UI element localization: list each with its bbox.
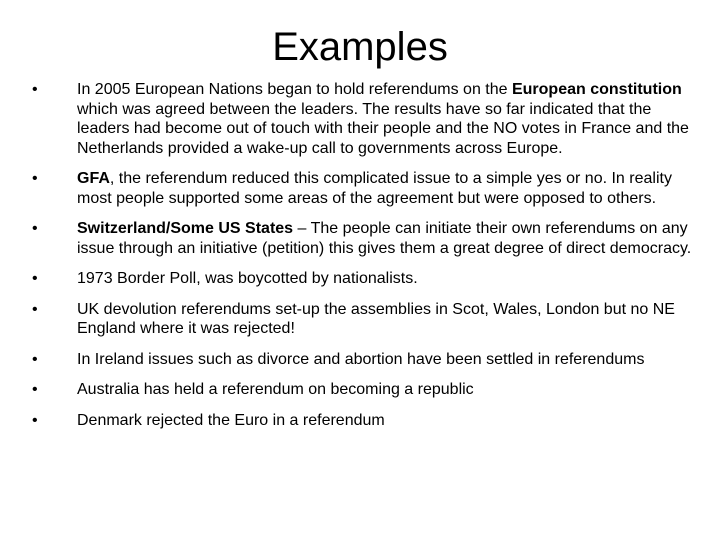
bullet-text: [77, 381, 474, 398]
bullet-text-segment: In Ireland issues such as divorce and abortion have been settled in referendums: [77, 350, 645, 368]
bullet-item: [32, 80, 692, 158]
bullet-text: [77, 270, 418, 287]
bullet-marker: •: [32, 220, 38, 237]
bullet-item: [32, 269, 692, 289]
bullet-text-segment: UK devolution referendums set-up the assemblies in Scot, Wales, London but no NE England where it was rejected!: [77, 300, 675, 337]
bullet-item: [32, 300, 692, 339]
bullet-text-segment: 1973 Border Poll, was boycotted by nationalists.: [77, 270, 418, 287]
bullet-text: [77, 220, 691, 257]
bullet-list: [32, 80, 692, 441]
bullet-text-emphasis: European constitution: [511, 81, 682, 98]
bullet-item: [32, 411, 692, 431]
bullet-text-segment: , the referendum reduced this complicated issue to a simple yes or no. In reality most people supported some areas of the agreement but were opposed to others.: [77, 170, 672, 207]
bullet-text-segment: which was agreed between the leaders. The results have so far indicated that the leaders had become out of touch with their people and the NO votes in France and the Netherlands provided a wake-up call to governments across Europe.: [77, 100, 689, 157]
bullet-marker: •: [32, 411, 38, 429]
bullet-text-emphasis: GFA: [77, 170, 110, 187]
bullet-text-segment: – The people can initiate their own referendums on any issue through an initiative (petition) this gives them a great degree of direct democracy.: [77, 220, 692, 257]
bullet-text: [77, 412, 385, 429]
bullet-marker: •: [32, 81, 38, 98]
bullet-text: [77, 301, 675, 338]
bullet-text-segment: In 2005 European Nations began to hold referendums on the: [77, 81, 512, 98]
bullet-text-segment: Australia has held a referendum on becoming a republic: [77, 381, 474, 398]
bullet-item: [32, 380, 692, 400]
bullet-item: [32, 219, 692, 258]
bullet-text: [77, 170, 672, 207]
slide-title: Examples: [272, 25, 448, 69]
bullet-marker: •: [32, 300, 38, 318]
bullet-marker: •: [32, 270, 38, 287]
bullet-text: [77, 351, 644, 368]
bullet-item: [32, 169, 692, 208]
bullet-text-emphasis: Switzerland/Some US States: [77, 220, 294, 237]
bullet-item: [32, 350, 692, 370]
bullet-marker: •: [32, 350, 38, 368]
bullet-marker: •: [32, 170, 38, 187]
bullet-text: [77, 81, 689, 157]
bullet-text-segment: Denmark rejected the Euro in a referendum: [77, 411, 385, 429]
bullet-marker: •: [32, 381, 38, 398]
